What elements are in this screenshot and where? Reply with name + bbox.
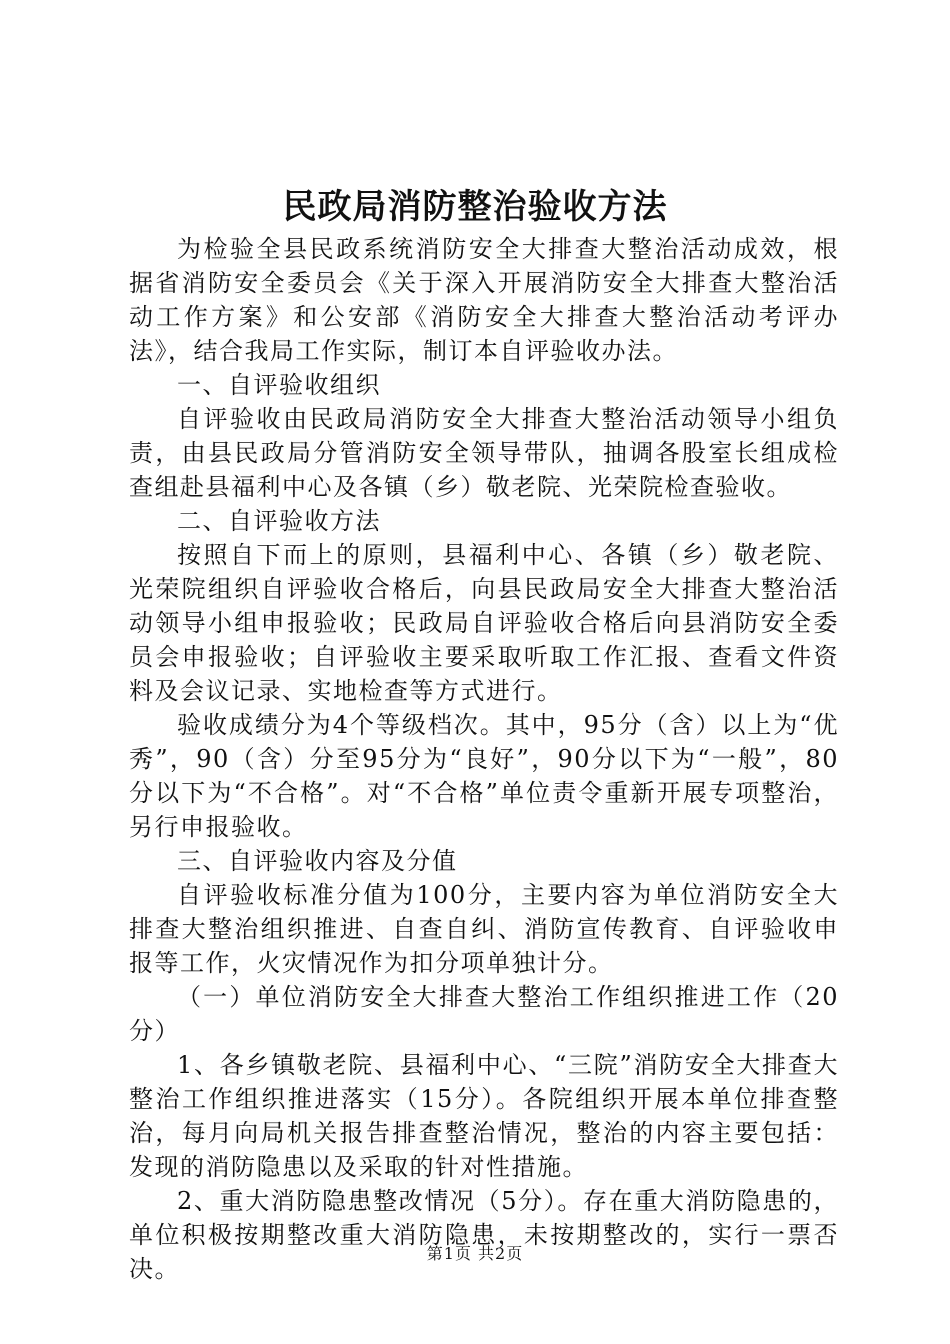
section-heading-content: 三、自评验收内容及分值 bbox=[177, 847, 458, 875]
page-footer: 第1页 共2页 bbox=[426, 1244, 524, 1263]
list-item-1: 1、各乡镇敬老院、县福利中心、“三院”消防安全大排查大整治工作组织推进落实（15分）。各院组织开展本单位排查整治，每月向局机关报告排查整治情况，整治的内容主要包括：发现的消防隐患以及采取的针对性措施。 bbox=[129, 1051, 839, 1181]
document-title: 民政局消防整治验收方法 bbox=[282, 187, 668, 227]
section-heading-organization: 一、自评验收组织 bbox=[177, 371, 381, 399]
list-item-2: 2、重大消防隐患整改情况（5分）。存在重大消防隐患的，单位积极按期整改重大消防隐患，未按期整改的，实行一票否决。 bbox=[129, 1187, 839, 1283]
subsection-heading-1: （一）单位消防安全大排查大整治工作组织推进工作（20分） bbox=[129, 983, 839, 1045]
section-heading-method: 二、自评验收方法 bbox=[177, 507, 381, 535]
paragraph-grading: 验收成绩分为4个等级档次。其中，95分（含）以上为“优秀”，90（含）分至95分为“良好”，90分以下为“一般”，80分以下为“不合格”。对“不合格”单位责令重新开展专项整治，另行申报验收。 bbox=[129, 711, 839, 841]
paragraph-method: 按照自下而上的原则，县福利中心、各镇（乡）敬老院、光荣院组织自评验收合格后，向县民政局安全大排查大整治活动领导小组申报验收；民政局自评验收合格后向县消防安全委员会申报验收；自评验收主要采取听取工作汇报、查看文件资料及会议记录、实地检查等方式进行。 bbox=[129, 541, 839, 705]
document-body bbox=[129, 232, 839, 1286]
paragraph-content: 自评验收标准分值为100分，主要内容为单位消防安全大排查大整治组织推进、自查自纠、消防宣传教育、自评验收申报等工作，火灾情况作为扣分项单独计分。 bbox=[129, 881, 839, 977]
paragraph-organization: 自评验收由民政局消防安全大排查大整治活动领导小组负责，由县民政局分管消防安全领导带队，抽调各股室长组成检查组赴县福利中心及各镇（乡）敬老院、光荣院检查验收。 bbox=[129, 405, 839, 501]
paragraph-intro: 为检验全县民政系统消防安全大排查大整治活动成效，根据省消防安全委员会《关于深入开展消防安全大排查大整治活动工作方案》和公安部《消防安全大排查大整治活动考评办法》，结合我局工作实际，制订本自评验收办法。 bbox=[129, 235, 839, 365]
